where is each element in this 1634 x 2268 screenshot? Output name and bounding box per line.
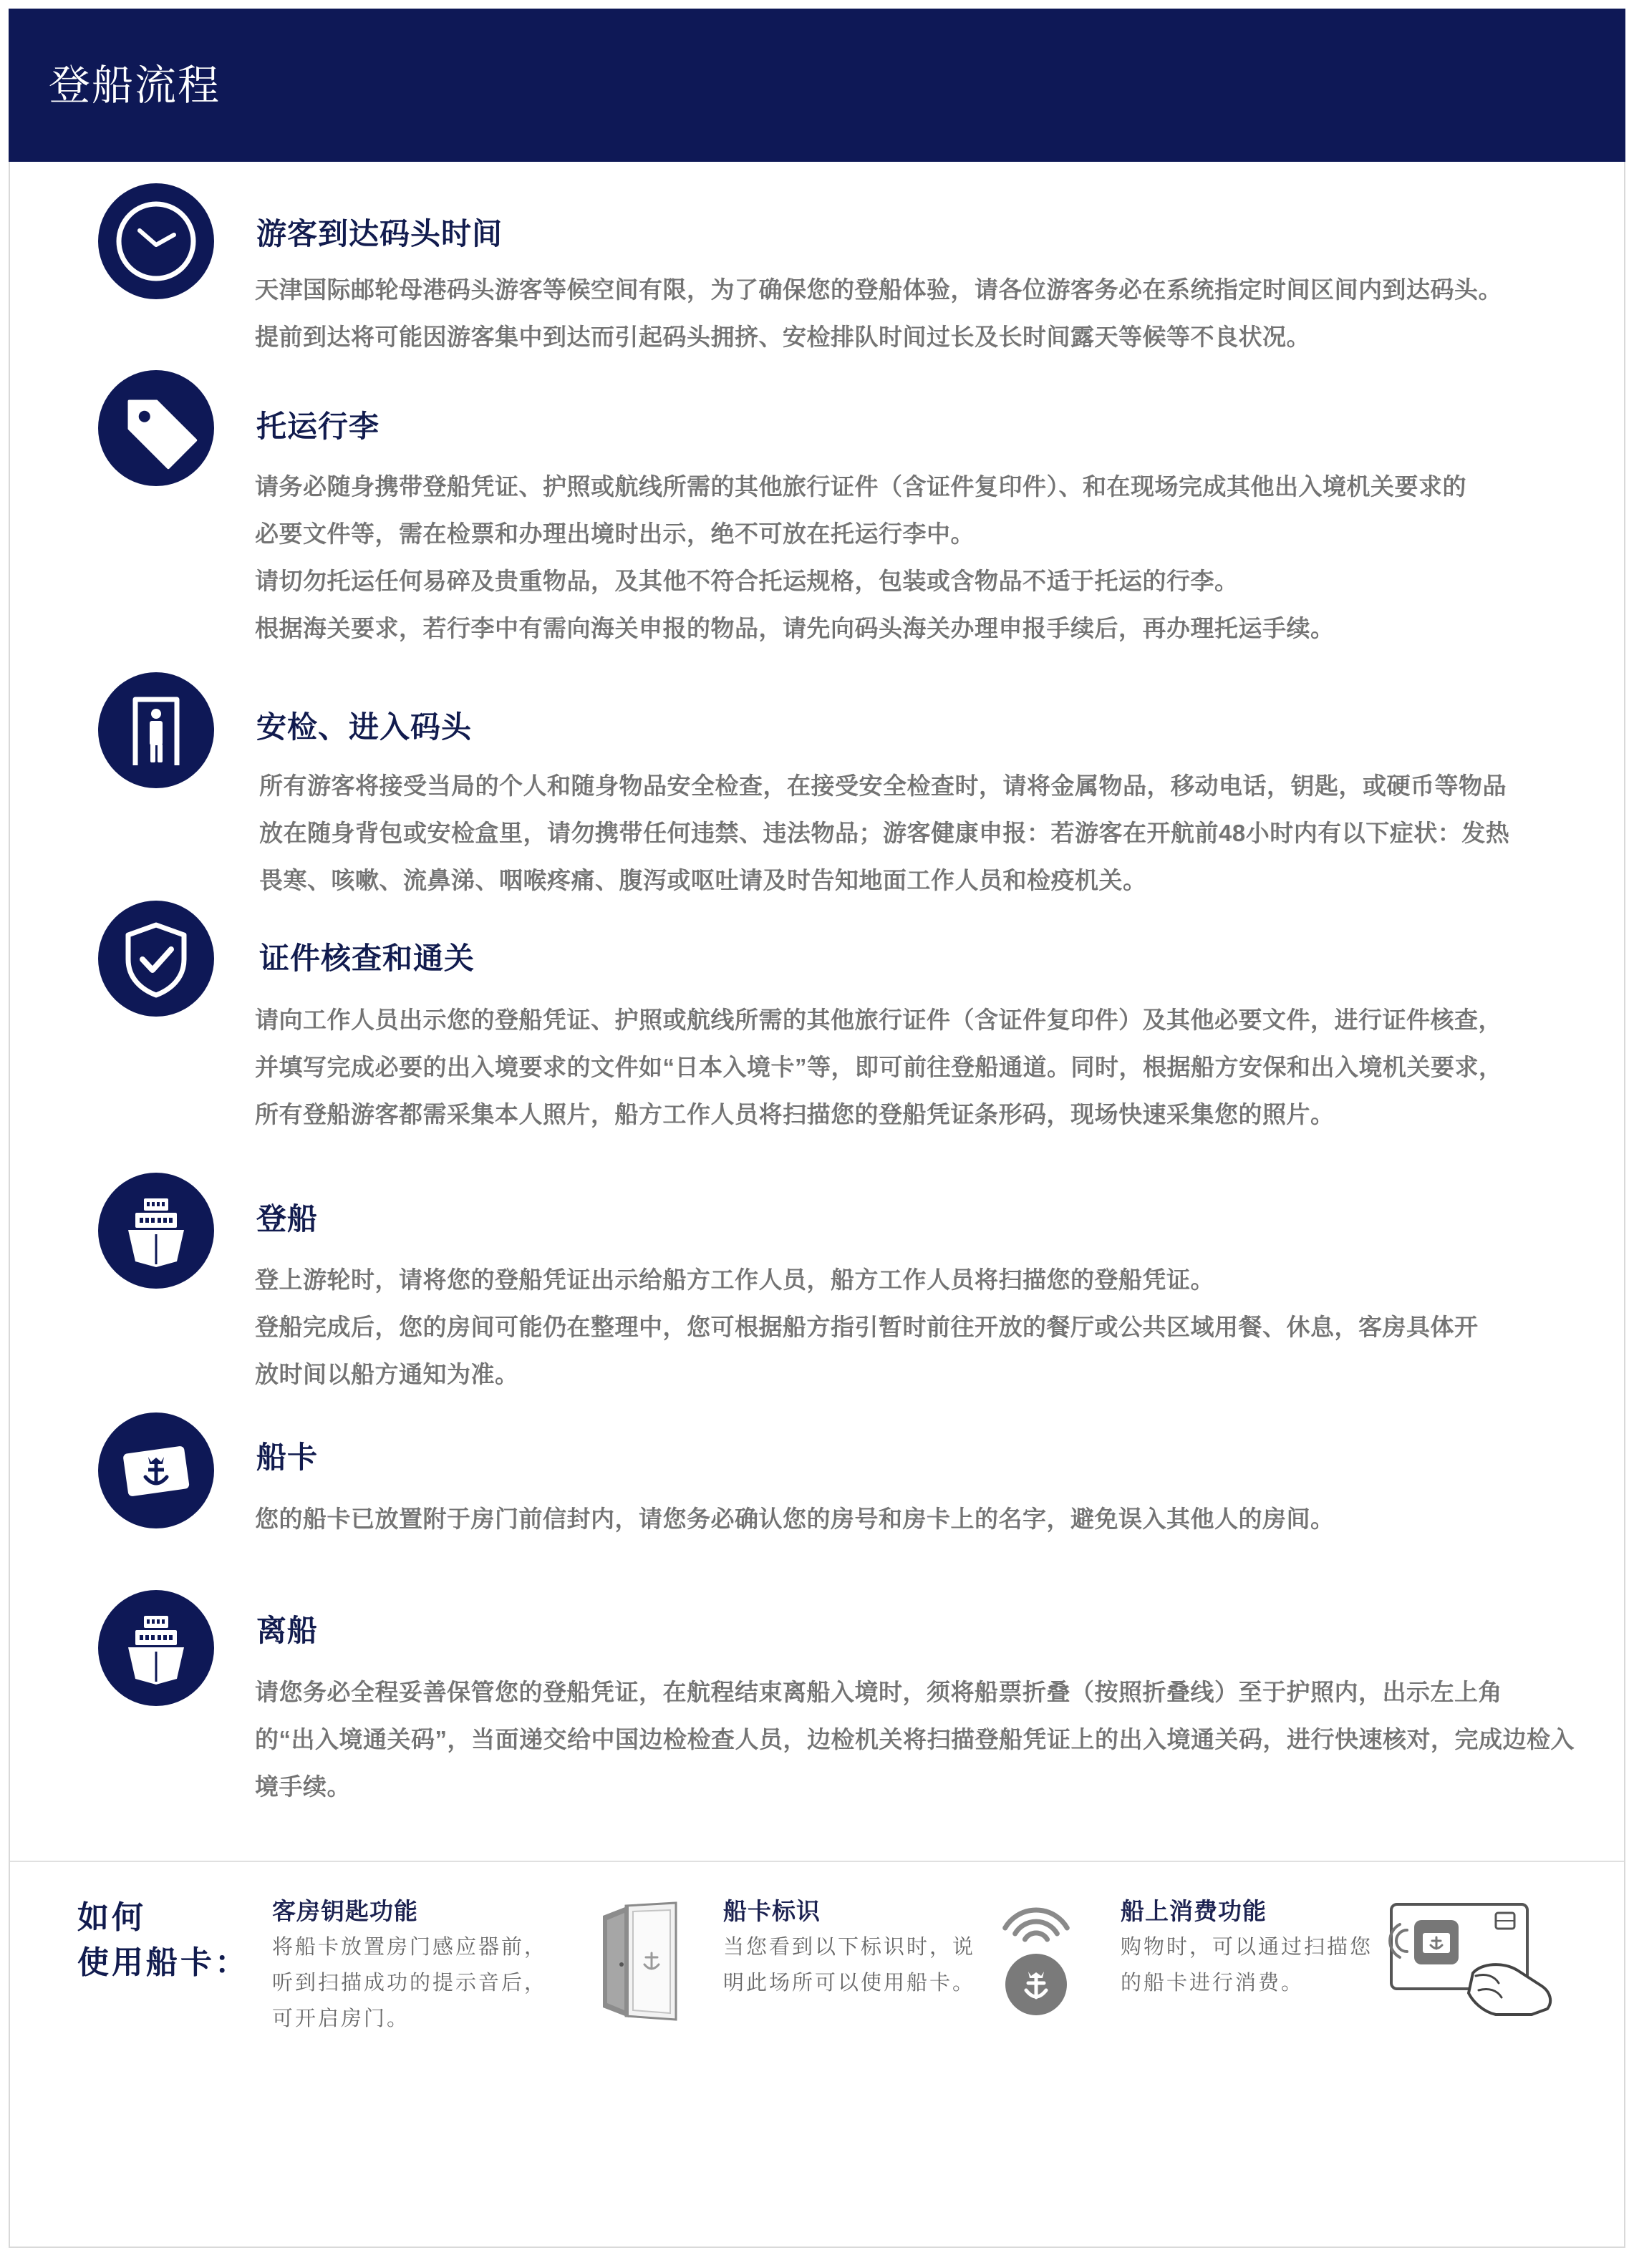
- cruise-card-icon: [98, 1412, 214, 1528]
- section-divider: [10, 1861, 1624, 1862]
- step-text-line: 请您务必全程妥善保管您的登船凭证，在航程结束离船入境时，须将船票折叠（按照折叠线）至于护照内，出示左上角: [255, 1679, 1502, 1705]
- step-text-line: 登上游轮时，请将您的登船凭证出示给船方工作人员，船方工作人员将扫描您的登船凭证。: [255, 1266, 1214, 1293]
- step-title: 船卡: [256, 1440, 319, 1474]
- step-text: [255, 463, 1466, 652]
- step-text-line: 请务必随身携带登船凭证、护照或航线所需的其他旅行证件（含证件复印件）、和在现场完成其他出入境机关要求的: [255, 473, 1466, 500]
- step-text: [255, 997, 1503, 1138]
- step-text-line: 您的船卡已放置附于房门前信封内，请您务必确认您的房号和房卡上的名字，避免误入其他人的房间。: [255, 1506, 1335, 1532]
- step-title: 登船: [256, 1202, 319, 1236]
- step-text: [255, 1669, 1575, 1811]
- hand-card-icon: [1388, 1901, 1555, 2017]
- feature-title: 船上消费功能: [1121, 1898, 1267, 1924]
- step-text-line: 请切勿托运任何易碎及贵重物品，及其他不符合托运规格，包装或含物品不适于托运的行李。: [255, 568, 1239, 594]
- header-bar: [9, 9, 1625, 162]
- step-text-line: 登船完成后，您的房间可能仍在整理中，您可根据船方指引暂时前往开放的餐厅或公共区域用餐、休息，客房具体开: [255, 1314, 1479, 1340]
- security-gate-icon: [98, 672, 214, 788]
- shield-check-icon: [98, 901, 214, 1017]
- card-usage-heading: [77, 1895, 249, 1985]
- card-feature-room-key: [272, 1894, 547, 2037]
- step-text-line: 请向工作人员出示您的登船凭证、护照或航线所需的其他旅行证件（含证件复印件）及其他必要文件，进行证件核查，: [255, 1007, 1502, 1033]
- step-title: 游客到达码头时间: [256, 217, 503, 251]
- step-text-line: 天津国际邮轮母港码头游客等候空间有限，为了确保您的登船体验，请各位游客务必在系统指定时间区间内到达码头。: [255, 276, 1502, 303]
- step-text: [255, 1256, 1479, 1398]
- step-title: 证件核查和通关: [259, 941, 475, 975]
- step-text: [259, 762, 1509, 904]
- door-icon: [600, 1901, 680, 2021]
- card-usage-heading-line: 如何: [77, 1900, 146, 1935]
- card-feature-onboard-payment: [1121, 1894, 1373, 2001]
- step-text: [255, 266, 1502, 361]
- clock-icon: [98, 183, 214, 299]
- feature-text-line: 明此场所可以使用船卡。: [723, 1972, 976, 1995]
- feature-text-line: 可开启房门。: [272, 2007, 410, 2030]
- step-text-line: 放时间以船方通知为准。: [255, 1361, 519, 1387]
- card-usage-heading-line: 使用船卡：: [77, 1945, 249, 1980]
- feature-text-line: 将船卡放置房门感应器前，: [272, 1936, 548, 1959]
- feature-text-line: 听到扫描成功的提示音后，: [272, 1972, 548, 1995]
- step-text-line: 根据海关要求，若行李中有需向海关申报的物品，请先向码头海关办理申报手续后，再办理托运手续。: [255, 615, 1335, 641]
- feature-text-line: 当您看到以下标识时，说: [723, 1936, 976, 1959]
- ship-icon: [98, 1590, 214, 1706]
- feature-title: 客房钥匙功能: [272, 1898, 418, 1924]
- step-title: 离船: [256, 1614, 319, 1647]
- card-sign-icon: [995, 1901, 1078, 2017]
- step-title: 安检、进入码头: [256, 710, 473, 744]
- step-text-line: 必要文件等，需在检票和办理出境时出示，绝不可放在托运行李中。: [255, 520, 975, 547]
- step-text: [255, 1496, 1335, 1543]
- feature-title: 船卡标识: [723, 1898, 821, 1924]
- step-text-line: 放在随身背包或安检盒里，请勿携带任何违禁、违法物品；游客健康申报：若游客在开航前48小时内有以下症状：发热: [259, 820, 1510, 846]
- feature-text-line: 的船卡进行消费。: [1121, 1972, 1305, 1995]
- ship-icon: [98, 1173, 214, 1289]
- step-title: 托运行李: [256, 410, 380, 443]
- page-title: 登船流程: [49, 62, 221, 109]
- step-text-line: 提前到达将可能因游客集中到达而引起码头拥挤、安检排队时间过长及长时间露天等候等不良状况。: [255, 324, 1310, 350]
- luggage-tag-icon: [98, 370, 214, 486]
- card-feature-card-sign: [723, 1894, 975, 2001]
- step-text-line: 所有游客将接受当局的个人和随身物品安全检查，在接受安全检查时，请将金属物品，移动电话，钥匙，或硬币等物品: [259, 772, 1507, 799]
- step-text-line: 所有登船游客都需采集本人照片，船方工作人员将扫描您的登船凭证条形码，现场快速采集您的照片。: [255, 1101, 1335, 1128]
- step-text-line: 并填写完成必要的出入境要求的文件如“日本入境卡”等，即可前往登船通道。同时，根据船方安保和出入境机关要求，: [255, 1054, 1503, 1080]
- step-text-line: 境手续。: [255, 1773, 351, 1800]
- step-text-line: 畏寒、咳嗽、流鼻涕、咽喉疼痛、腹泻或呕吐请及时告知地面工作人员和检疫机关。: [259, 867, 1147, 893]
- step-text-line: 的“出入境通关码”，当面递交给中国边检检查人员，边检机关将扫描登船凭证上的出入境通关码，进行快速核对，完成边检入: [255, 1726, 1575, 1753]
- feature-text-line: 购物时，可以通过扫描您: [1121, 1936, 1373, 1959]
